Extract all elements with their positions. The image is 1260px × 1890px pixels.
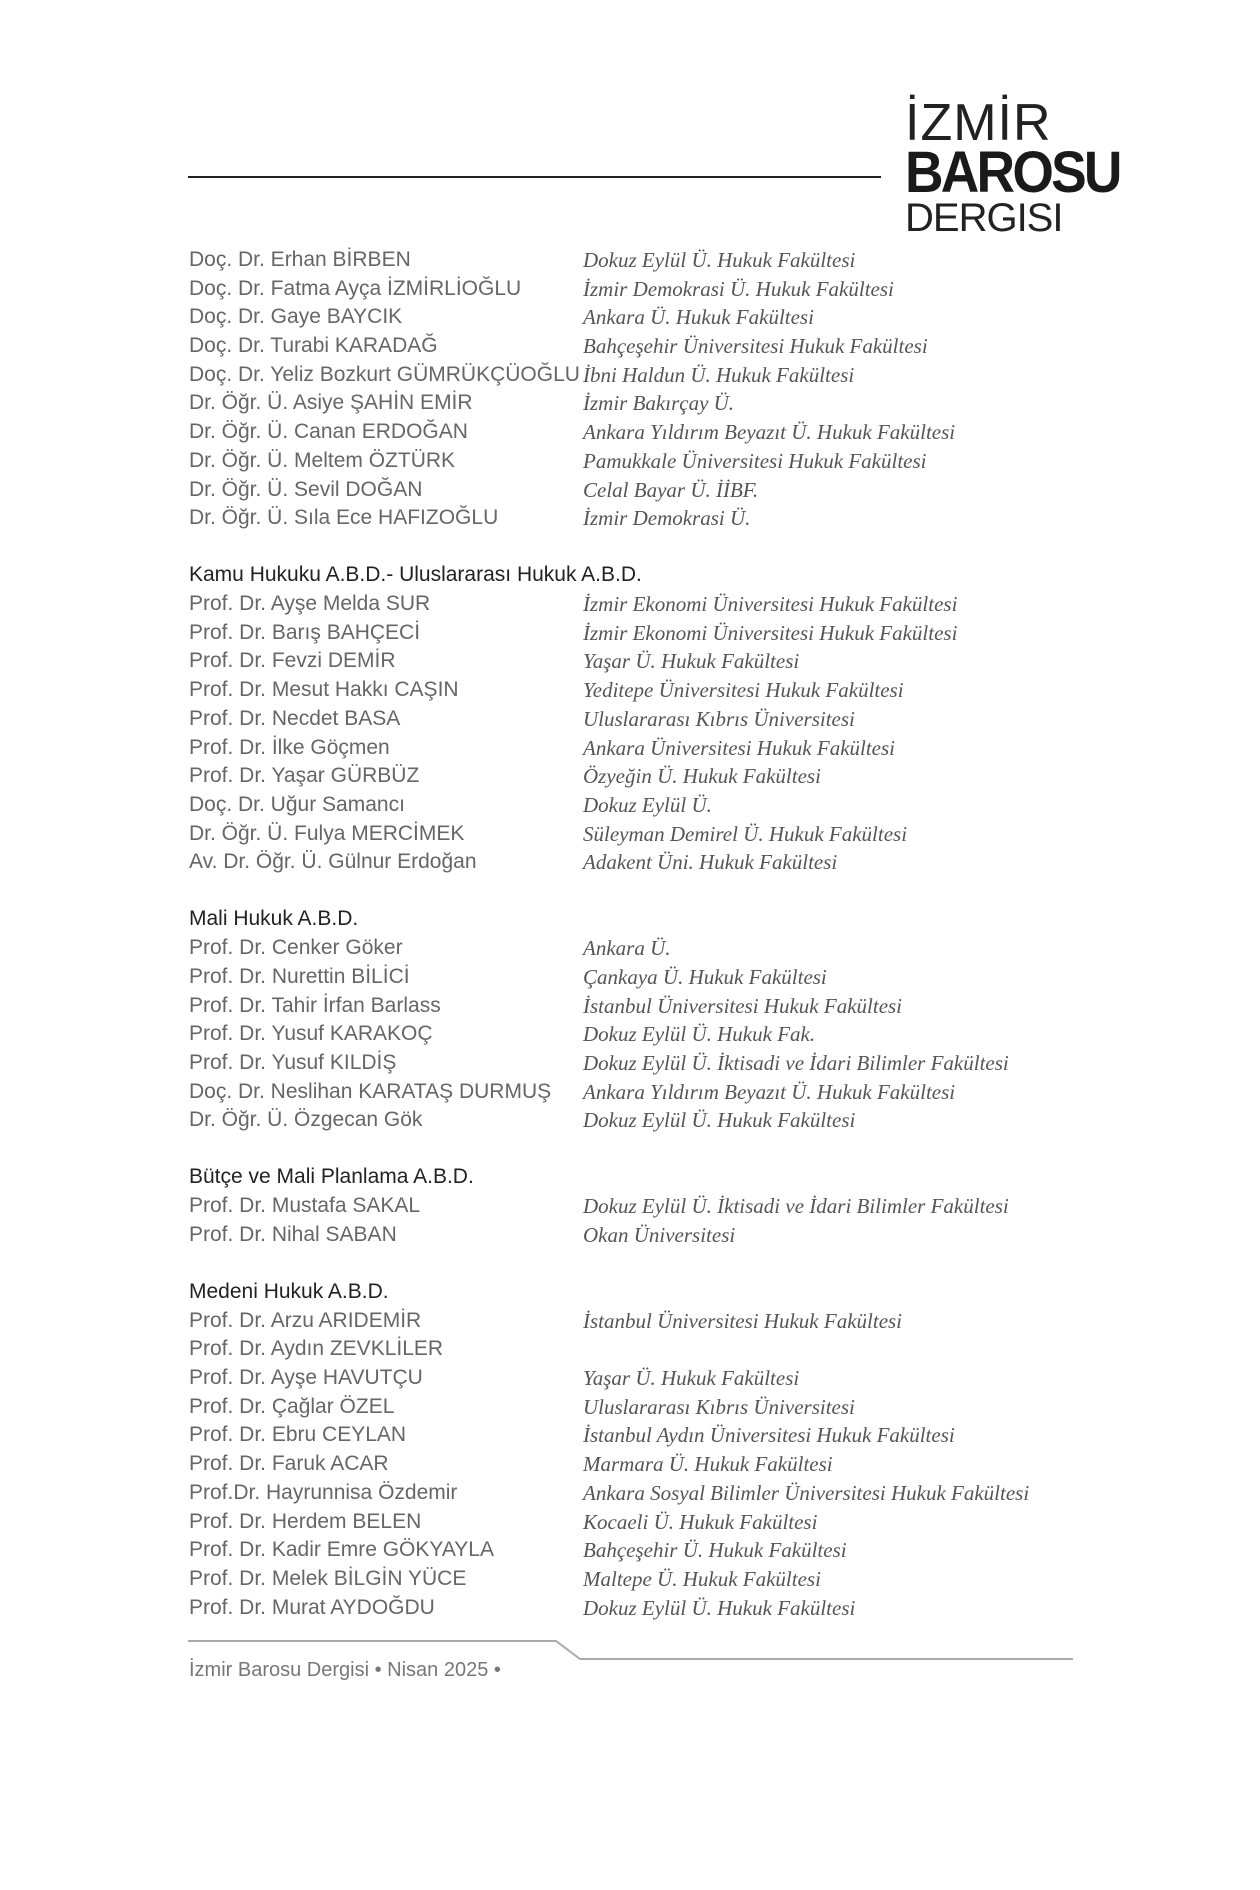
member-name: Dr. Öğr. Ü. Özgecan Gök xyxy=(189,1108,423,1132)
section xyxy=(189,246,1089,533)
logo-line-izmir: İZMİR xyxy=(905,94,1052,152)
member-row xyxy=(189,1565,1089,1594)
member-institution: Ankara Sosyal Bilimler Üniversitesi Hukuk Fakültesi xyxy=(583,1480,1030,1505)
member-institution: Pamukkale Üniversitesi Hukuk Fakültesi xyxy=(583,448,927,473)
member-name: Dr. Öğr. Ü. Asiye ŞAHİN EMİR xyxy=(189,391,473,415)
member-row xyxy=(189,332,1089,361)
member-name: Doç. Dr. Uğur Samancı xyxy=(189,792,405,816)
footer-rule xyxy=(188,1640,1073,1660)
member-institution: Bahçeşehir Ü. Hukuk Fakültesi xyxy=(583,1538,847,1563)
member-institution: İzmir Ekonomi Üniversitesi Hukuk Fakültesi xyxy=(583,592,958,617)
member-name: Prof. Dr. İlke Göçmen xyxy=(189,735,390,759)
member-row xyxy=(189,1450,1089,1479)
member-row xyxy=(189,1192,1089,1221)
member-row xyxy=(189,934,1089,963)
member-row xyxy=(189,791,1089,820)
member-name: Prof. Dr. Barış BAHÇECİ xyxy=(189,620,421,644)
member-name: Dr. Öğr. Ü. Fulya MERCİMEK xyxy=(189,821,465,845)
logo-line-dergisi: DERGISI xyxy=(905,196,1063,240)
member-row xyxy=(189,1307,1089,1336)
member-name: Prof. Dr. Murat AYDOĞDU xyxy=(189,1595,435,1619)
member-institution: İzmir Demokrasi Ü. Hukuk Fakültesi xyxy=(583,276,894,301)
member-name: Prof. Dr. Kadir Emre GÖKYAYLA xyxy=(189,1538,494,1562)
section-title: Medeni Hukuk A.B.D. xyxy=(189,1280,389,1303)
member-name: Dr. Öğr. Ü. Sıla Ece HAFIZOĞLU xyxy=(189,506,499,530)
section xyxy=(189,905,1089,1135)
member-name: Prof. Dr. Fevzi DEMİR xyxy=(189,649,396,673)
member-name: Doç. Dr. Erhan BİRBEN xyxy=(189,248,411,271)
member-row xyxy=(189,848,1089,877)
member-institution: Bahçeşehir Üniversitesi Hukuk Fakültesi xyxy=(583,334,928,359)
member-row xyxy=(189,992,1089,1021)
member-institution: Ankara Ü. xyxy=(583,936,671,961)
section xyxy=(189,561,1089,877)
member-institution: Ankara Üniversitesi Hukuk Fakültesi xyxy=(583,735,896,760)
member-row xyxy=(189,1594,1089,1623)
logo-line-barosu: BAROSU xyxy=(905,140,1120,205)
journal-logo xyxy=(905,94,1120,240)
member-institution: İstanbul Üniversitesi Hukuk Fakültesi xyxy=(583,1308,903,1333)
member-name: Doç. Dr. Gaye BAYCIK xyxy=(189,305,403,329)
member-name: Prof. Dr. Yusuf KILDİŞ xyxy=(189,1050,397,1074)
member-name: Prof. Dr. Herdem BELEN xyxy=(189,1509,422,1533)
member-institution: Kocaeli Ü. Hukuk Fakültesi xyxy=(583,1509,818,1534)
member-name: Prof. Dr. Ebru CEYLAN xyxy=(189,1423,407,1447)
member-row xyxy=(189,1049,1089,1078)
member-name: Prof. Dr. Faruk ACAR xyxy=(189,1452,389,1476)
member-name: Doç. Dr. Yeliz Bozkurt GÜMRÜKÇÜOĞLU xyxy=(189,362,580,386)
member-row xyxy=(189,705,1089,734)
member-institution: Marmara Ü. Hukuk Fakültesi xyxy=(583,1452,833,1477)
member-row xyxy=(189,1078,1089,1107)
member-institution: Dokuz Eylül Ü. Hukuk Fakültesi xyxy=(583,1108,856,1133)
footer-text: İzmir Barosu Dergisi • Nisan 2025 • xyxy=(189,1659,501,1681)
member-institution: Ankara Yıldırım Beyazıt Ü. Hukuk Fakültesi xyxy=(583,1079,956,1104)
member-row xyxy=(189,1106,1089,1135)
member-name: Prof. Dr. Nurettin BİLİCİ xyxy=(189,964,410,988)
member-row xyxy=(189,619,1089,648)
member-row xyxy=(189,1479,1089,1508)
member-name: Doç. Dr. Fatma Ayça İZMİRLİOĞLU xyxy=(189,276,522,300)
section xyxy=(189,1278,1089,1622)
member-institution: Dokuz Eylül Ü. Hukuk Fakültesi xyxy=(583,248,856,272)
member-row xyxy=(189,647,1089,676)
header-rule xyxy=(188,176,881,178)
member-name: Prof. Dr. Necdet BASA xyxy=(189,706,401,730)
member-name: Dr. Öğr. Ü. Meltem ÖZTÜRK xyxy=(189,448,456,472)
member-institution: Süleyman Demirel Ü. Hukuk Fakültesi xyxy=(583,821,908,846)
member-row xyxy=(189,1508,1089,1537)
member-row xyxy=(189,1335,1089,1364)
member-institution: Dokuz Eylül Ü. xyxy=(583,792,712,817)
member-institution: İbni Haldun Ü. Hukuk Fakültesi xyxy=(583,362,855,387)
member-institution: Dokuz Eylül Ü. İktisadi ve İdari Bilimler Fakültesi xyxy=(583,1194,1009,1219)
member-row xyxy=(189,1364,1089,1393)
member-name: Prof. Dr. Mesut Hakkı CAŞIN xyxy=(189,678,459,702)
member-name: Doç. Dr. Neslihan KARATAŞ DURMUŞ xyxy=(189,1079,552,1103)
member-name: Prof. Dr. Ayşe HAVUTÇU xyxy=(189,1366,423,1390)
member-institution: İstanbul Aydın Üniversitesi Hukuk Fakültesi xyxy=(583,1423,955,1448)
member-row xyxy=(189,820,1089,849)
member-institution: Yeditepe Üniversitesi Hukuk Fakültesi xyxy=(583,678,904,703)
member-row xyxy=(189,1421,1089,1450)
member-institution: İstanbul Üniversitesi Hukuk Fakültesi xyxy=(583,993,903,1018)
board-member-list xyxy=(189,246,1089,1622)
member-institution: İzmir Ekonomi Üniversitesi Hukuk Fakültesi xyxy=(583,620,958,645)
member-row xyxy=(189,361,1089,390)
member-row xyxy=(189,389,1089,418)
member-row xyxy=(189,1020,1089,1049)
member-row xyxy=(189,447,1089,476)
member-name: Prof.Dr. Hayrunnisa Özdemir xyxy=(189,1480,458,1504)
member-institution: Okan Üniversitesi xyxy=(583,1222,736,1247)
section xyxy=(189,1163,1089,1249)
member-institution: Ankara Ü. Hukuk Fakültesi xyxy=(583,305,814,330)
member-name: Prof. Dr. Cenker Göker xyxy=(189,936,403,960)
member-name: Prof. Dr. Mustafa SAKAL xyxy=(189,1194,421,1218)
member-row xyxy=(189,275,1089,304)
member-institution: Çankaya Ü. Hukuk Fakültesi xyxy=(583,964,827,989)
member-name: Prof. Dr. Yaşar GÜRBÜZ xyxy=(189,764,420,788)
member-row xyxy=(189,1393,1089,1422)
section-title: Kamu Hukuku A.B.D.- Uluslararası Hukuk A.B.D. xyxy=(189,563,642,587)
member-institution: İzmir Bakırçay Ü. xyxy=(583,391,735,416)
section-title: Mali Hukuk A.B.D. xyxy=(189,907,359,931)
member-institution: Ankara Yıldırım Beyazıt Ü. Hukuk Fakültesi xyxy=(583,420,956,445)
member-institution: Dokuz Eylül Ü. Hukuk Fakültesi xyxy=(583,1595,856,1620)
member-name: Prof. Dr. Melek BİLGİN YÜCE xyxy=(189,1566,467,1590)
member-row xyxy=(189,418,1089,447)
member-institution: Dokuz Eylül Ü. İktisadi ve İdari Bilimler Fakültesi xyxy=(583,1050,1009,1075)
member-name: Prof. Dr. Nihal SABAN xyxy=(189,1222,397,1246)
member-name: Prof. Dr. Yusuf KARAKOÇ xyxy=(189,1022,433,1046)
member-name: Prof. Dr. Ayşe Melda SUR xyxy=(189,592,431,616)
member-row xyxy=(189,1221,1089,1250)
member-institution: Yaşar Ü. Hukuk Fakültesi xyxy=(583,649,800,674)
member-row xyxy=(189,762,1089,791)
member-institution: Dokuz Eylül Ü. Hukuk Fak. xyxy=(583,1022,816,1047)
member-row xyxy=(189,1536,1089,1565)
member-row xyxy=(189,504,1089,533)
member-row xyxy=(189,246,1089,275)
member-row xyxy=(189,734,1089,763)
member-institution: Özyeğin Ü. Hukuk Fakültesi xyxy=(583,764,821,789)
member-row xyxy=(189,303,1089,332)
member-name: Av. Dr. Öğr. Ü. Gülnur Erdoğan xyxy=(189,850,477,874)
member-name: Dr. Öğr. Ü. Sevil DOĞAN xyxy=(189,477,423,501)
member-name: Prof. Dr. Aydın ZEVKLİLER xyxy=(189,1337,444,1361)
member-institution: Celal Bayar Ü. İİBF. xyxy=(583,477,759,502)
member-row xyxy=(189,963,1089,992)
section-title: Bütçe ve Mali Planlama A.B.D. xyxy=(189,1165,474,1189)
member-name: Prof. Dr. Arzu ARIDEMİR xyxy=(189,1308,422,1332)
member-institution: İzmir Demokrasi Ü. xyxy=(583,506,751,531)
member-institution: Maltepe Ü. Hukuk Fakültesi xyxy=(583,1566,821,1591)
member-institution: Uluslararası Kıbrıs Üniversitesi xyxy=(583,1394,855,1419)
member-institution: Uluslararası Kıbrıs Üniversitesi xyxy=(583,706,855,731)
member-row xyxy=(189,590,1089,619)
member-row xyxy=(189,676,1089,705)
member-name: Dr. Öğr. Ü. Canan ERDOĞAN xyxy=(189,420,468,444)
member-name: Prof. Dr. Tahir İrfan Barlass xyxy=(189,993,441,1017)
member-row xyxy=(189,476,1089,505)
member-institution: Yaşar Ü. Hukuk Fakültesi xyxy=(583,1366,800,1391)
member-institution: Adakent Üni. Hukuk Fakültesi xyxy=(583,850,838,875)
member-name: Doç. Dr. Turabi KARADAĞ xyxy=(189,334,438,358)
member-name: Prof. Dr. Çağlar ÖZEL xyxy=(189,1394,395,1418)
